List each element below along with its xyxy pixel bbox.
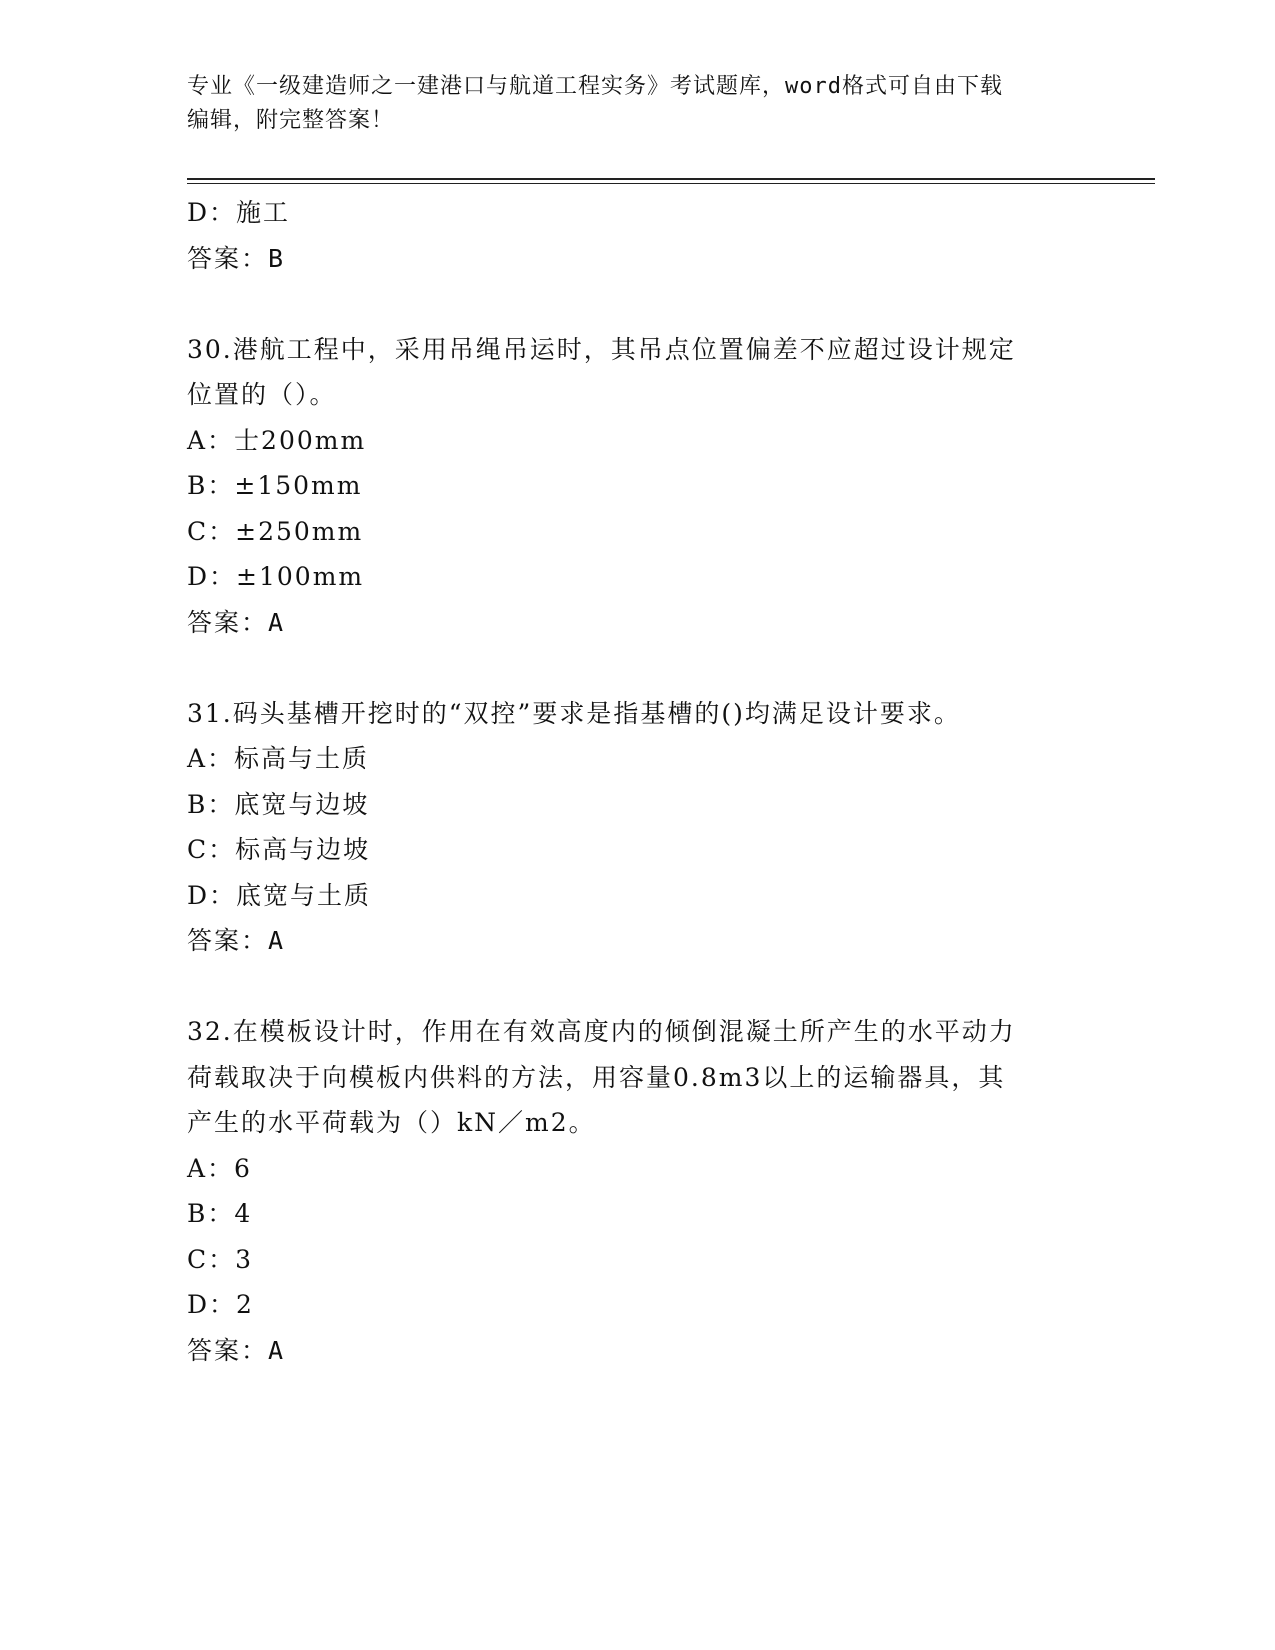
header-divider [187,178,1155,184]
option-a: A：士200mm [187,425,367,455]
answer-label: 答案：A [187,926,286,955]
question-31 [187,691,1087,964]
option-b: B：4 [187,1199,253,1228]
option-b: B：底宽与边坡 [187,789,370,819]
option-b: B：±150mm [187,471,363,500]
option-a: A：标高与土质 [187,744,370,773]
answer-label: 答案：A [187,607,286,637]
spacer [187,281,1087,327]
answer-label: 答案：B [187,243,286,273]
option-d: D：施工 [187,198,291,227]
answer-label: 答案：A [187,1335,286,1365]
question-text-line: 荷载取决于向模板内供料的方法，用容量0.8m3以上的运输器具，其 [187,1062,1006,1092]
option-c: C：3 [187,1244,254,1274]
question-30 [187,327,1087,646]
option-d: D：±100mm [187,562,365,591]
header-title-line-2: 编辑，附完整答案！ [187,108,395,133]
option-a: A：6 [187,1153,252,1183]
option-d: D：2 [187,1290,254,1319]
question-text-line: 32.在模板设计时，作用在有效高度内的倾倒混凝土所产生的水平动力 [187,1017,1016,1046]
question-29-tail [187,190,1087,281]
spacer [187,964,1087,1010]
option-d: D：底宽与土质 [187,880,372,910]
spacer [187,645,1087,691]
header-title-line-1: 专业《一级建造师之一建港口与航道工程实务》考试题库，word格式可自由下载 [187,74,1003,99]
question-32 [187,1009,1087,1373]
question-text-line: 30.港航工程中，采用吊绳吊运时，其吊点位置偏差不应超过设计规定 [187,334,1016,364]
option-c: C：标高与边坡 [187,835,371,864]
document-header [187,70,1087,138]
question-text-line: 产生的水平荷载为（）kN／m2。 [187,1108,596,1137]
question-text-line: 位置的（）。 [187,380,337,409]
option-c: C：±250mm [187,516,364,546]
question-text-line: 31.码头基槽开挖时的“双控”要求是指基槽的()均满足设计要求。 [187,698,961,728]
document-body [187,190,1087,1373]
